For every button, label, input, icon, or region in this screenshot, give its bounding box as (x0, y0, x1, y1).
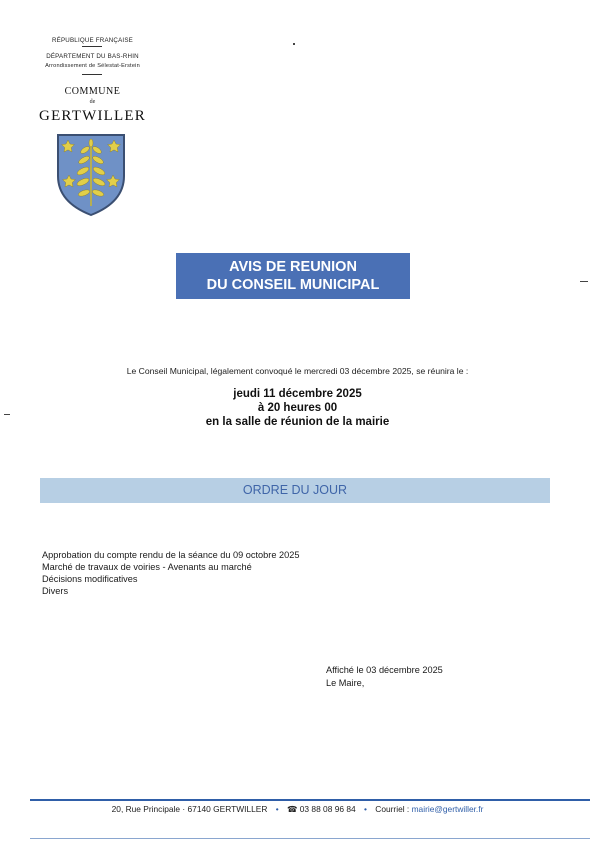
footer-divider (30, 799, 590, 801)
scan-mark (4, 414, 10, 415)
agenda-item: Divers (42, 586, 69, 596)
agenda-list (42, 549, 299, 597)
footer-divider (30, 838, 590, 839)
signature-block (326, 664, 443, 689)
footer-email-link[interactable]: mairie@gertwiller.fr (411, 804, 484, 814)
scan-mark (293, 43, 295, 45)
footer-phone: ☎ 03 88 08 96 84 (287, 804, 356, 814)
bullet-icon: • (364, 804, 367, 814)
arrondissement-label: Arrondissement de Sélestat-Erstein (45, 63, 140, 69)
header-divider (82, 74, 102, 75)
coat-of-arms-icon (55, 132, 127, 218)
meeting-time: à 20 heures 00 (257, 402, 338, 414)
posted-date: Affiché le 03 décembre 2025 (326, 665, 443, 675)
agenda-item: Marché de travaux de voiries - Avenants au marché (42, 562, 252, 572)
footer (0, 804, 595, 814)
bullet-icon: • (275, 804, 279, 814)
footer-email-label: Courriel : (375, 804, 410, 814)
republic-label: RÉPUBLIQUE FRANÇAISE (51, 37, 134, 44)
town-name: GERTWILLER (39, 108, 146, 124)
meeting-place: en la salle de réunion de la mairie (205, 416, 390, 428)
convocation-text: Le Conseil Municipal, légalement convoqué le mercredi 03 décembre 2025, se réunira le : (126, 366, 469, 376)
scan-mark (580, 281, 588, 282)
agenda-heading: ORDRE DU JOUR (40, 478, 550, 503)
commune-label: COMMUNE (64, 86, 121, 97)
title-line-1: AVIS DE REUNION (229, 259, 357, 275)
signatory: Le Maire, (326, 677, 365, 688)
footer-address: 20, Rue Principale · 67140 GERTWILLER (111, 804, 268, 814)
header-divider (82, 46, 102, 47)
department-label: DÉPARTEMENT DU BAS-RHIN (46, 53, 139, 60)
meeting-date: jeudi 11 décembre 2025 (233, 388, 362, 400)
agenda-item: Décisions modificatives (42, 574, 138, 584)
agenda-item: Approbation du compte rendu de la séance du 09 octobre 2025 (42, 550, 300, 560)
de-label: de (89, 99, 96, 105)
title-line-2: DU CONSEIL MUNICIPAL (206, 277, 380, 293)
notice-title-box (176, 253, 410, 299)
